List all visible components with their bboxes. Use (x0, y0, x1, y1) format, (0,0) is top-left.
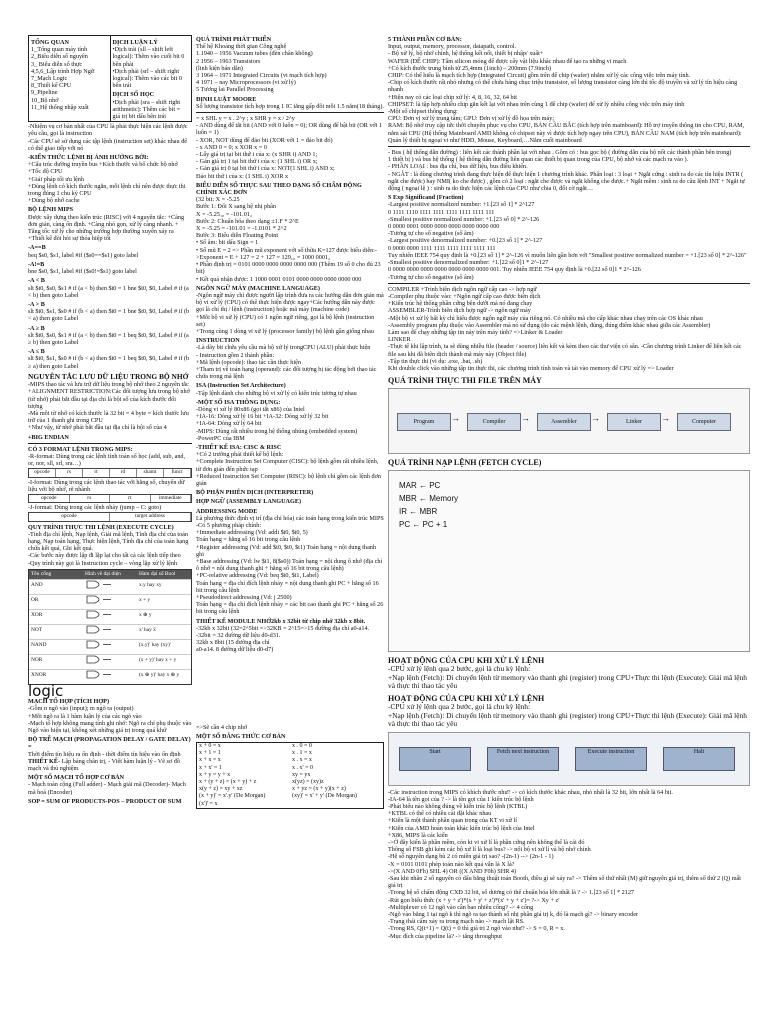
sop-text: SOP = SUM OF PRODUCTS-POS – PRODUCT OF SUM (28, 797, 182, 805)
note-line: -32bit = 32 đường dữ liệu d0-d31. (196, 632, 281, 640)
note-line: +Register addressing (Vd: add $t0, $t0, $t1) Toán hạng = nội dung thanh ghi (196, 543, 376, 558)
qa-line: ->Ở đây kiến là phần mềm, còn kt vi xử lí là phần cứng nên không thể là cái đó (388, 839, 585, 846)
note-line: -32kb x 32bit (32=2^5bit =>32KB = 2^15=>15 đường địa chỉ a0-a14. (196, 624, 370, 632)
index-item: •Dịch phải (srl – shift right logical): Thêm vào các bit 0 bên trái (112, 67, 182, 90)
qa-line: +X86, MIPS là các kiến (388, 831, 448, 839)
format-field: opcode (29, 513, 110, 520)
branch-case-code: slt $t0, $s0, $s1 # if (a < b) then $t0 = 1 beq $t0, $0, Label # if (a ≥ b) then goto Label (28, 331, 189, 346)
note-line: LINKER (388, 336, 411, 344)
logical-shift-title: DỊCH LUẬN LÝ (112, 39, 158, 46)
index-item: 4,5,6_Lập trình Hợp Ngữ (31, 67, 95, 75)
qa-line: -X = 0101 0101 phép toán nào kết quả vẫn là X là? (388, 860, 515, 868)
qa-line: -Hệ số nguyên dạng bù 2 có miền giá trị sao? -(2n-1) --> (2n-1 - 1) (388, 853, 554, 861)
qa-line: -IA-64 là tên gọi của ? -> là tên gọi của 1 kiến trúc bộ lệnh (388, 795, 534, 803)
history-line: 3 1964 – 1971 Integrated Circuits (vi mạch tích hợp) (196, 72, 327, 80)
bool-identity: x(y + z) = xy + xz (199, 786, 243, 793)
instruction-title: INSTRUCTION (196, 337, 240, 345)
gate-row (29, 654, 191, 669)
note-line: +Kiến trúc hệ thống phần cứng bên dưới mà nó đang chạy (388, 300, 533, 308)
index-item: 2_Biểu diễn số nguyên (31, 53, 88, 61)
note-line: ASSEMBLER-Trình biên dịch hợp ngữ -> ngôn ngữ máy (388, 307, 531, 315)
gate-name: OR (31, 597, 39, 604)
branch-case-code: slt $t0, $s0, $s1 # if (a < b) then $t0 = 1 bne $t0, $0, Label # if (a < b) then goto Label (28, 284, 189, 299)
note-line: Đảo bit thứ i của x: (1 SHL i) XOR x (196, 172, 289, 180)
delay-title: ĐỘ TRỄ MẠCH (PROPAGATION DELAY / GATE DELAY) = (28, 736, 191, 751)
process-block: Linker (607, 413, 661, 431)
branch-case-title: -A > B (28, 300, 45, 308)
column-middle (196, 34, 384, 1014)
fetch-step: PC ← PC + 1 (399, 520, 448, 530)
qa-line: Thông số FSB ghi kèm các bộ xử lí là loại bus? -> nối bộ vi xử lí và bộ nhớ chính (388, 846, 591, 854)
float-title: BIỂU DIỄN SỐ THỰC SAU THEO DẠNG SỐ CHẤM ĐỘNG CHÍNH XÁC ĐƠN (196, 181, 362, 197)
i-format-fields (28, 494, 192, 503)
gate-header-cell: Hình vẽ đại diện (85, 570, 121, 577)
gate-bool-expr: (x.y)' hay (xy)' (139, 642, 171, 649)
process-block: Assembler (537, 413, 591, 431)
gate-name: XNOR (31, 672, 47, 679)
note-line: -CPU xử lý lệnh qua 2 bước, gọi là chu kỳ lệnh: (388, 664, 531, 674)
gate-name: NAND (31, 642, 47, 649)
bool-identity: (x + y)' = x'.y' (De Morgan) (199, 793, 266, 800)
note-line: -Tập tin thực thi (vi dụ: .exe, .bat, .sh) (388, 357, 483, 365)
index-box (28, 35, 192, 122)
index-item: 9_Pipeline (31, 89, 58, 97)
note-line: - x AND 0 = 0; x XOR x = 0 (196, 143, 267, 151)
bool-identity: x + 1 = 1 (199, 750, 221, 757)
float-subtitle: (32 bit: X = -5.25 (196, 196, 240, 204)
note-line: +Có 2 trường phái thiết kế bộ lệnh: (196, 451, 284, 459)
history-line: 4 1971 – nay Microprocessors (vi xử lý) (196, 79, 296, 87)
design2-text: Lập bảng chân trị, - Viết hàm luận lý - Vẽ sơ đồ mạch và thủ nghiệm (28, 757, 180, 773)
note-line: +Giải pháp tối ưu lệnh (28, 175, 84, 183)
note-line: - Bus ( hệ thống dẫn đường) : liên kết các thành phần lại với nhau . Gồm có : bus gọc bộ ( đường dẫn của bộ nối các thành phần bên trong) (388, 149, 732, 157)
bool-identity (290, 801, 383, 808)
index-item: 7_Mạch Logic (31, 75, 68, 83)
bool-identity: x + (y + z) = (x + y) + z (199, 779, 257, 786)
note-line: +IA-64: Dòng xử lý 64 bit (196, 420, 262, 428)
qa-line: -Multiplexer có 12 ngõ vào cần bao nhiêu cổng? -> 4 cổng (388, 903, 534, 911)
history-line: 1.1940 – 1956 Vacuum tubes (đèn chân không) (196, 50, 313, 58)
gate-row (29, 624, 191, 639)
note-line: +Mã lệnh (opcode): thao tác cần thực hiện (196, 358, 301, 366)
basic-components-title: 5 THÀNH PHẦN CƠ BẢN: (388, 36, 462, 43)
fetch-title: QUÁ TRÌNH NẠP LỆNH (FETCH CYCLE) (388, 458, 542, 468)
note-line: RAM: Bộ nhớ truy cập tức thời chuyên phục vụ cho CPU, BẢN CẦU BẮC (tích hợp trên mainboard): Hỗ trợ truyền thông tin cho CPU, RAM, nằm sát CPU (Hệ thống Mainboard AMD không có chipset này vì được tích hợp ngay trên CPU), BẢN CẦU NAM (tích hợp trên mainboard): Quản lý thiết bị ngoại vi như HDD, Mouse, Keyboard,…Nằm cuối mainboard (388, 122, 745, 144)
bool-identity: x + x = x (199, 757, 221, 764)
note-line: +Tham trị về toán hạng (operand): các đối tượng bị tác động bởi thao tác chứa trong mã lệnh (196, 365, 377, 381)
format-field: rs (56, 469, 83, 476)
note-line: +Mỗi bộ vi xử lý (CPU) có 1 ngôn ngữ riêng, gọi là bộ lệnh (instruction set) (196, 313, 375, 328)
history-line: 2 1956 – 1963 Transistors (196, 57, 261, 65)
qa-line: -Trong hệ số chấm động CXĐ 32 bit, số dương có thể chuẩn hóa lớn nhất là ? -> 1.[23 số 1] * 2127 (388, 889, 635, 897)
gate-symbol-icon (83, 640, 137, 654)
note-line: +Như vậy, từ nhớ phải bắt đầu tại địa chỉ là bội số của 4 (28, 424, 167, 432)
note-line: -Thực tế khi lập trình, ta sẽ dùng nhiều file (header / source) liên kết và kèm theo các thư viện có sẵn. -Cần chương trình Linker để liên kết các file sau khi đã biên dịch thành mã máy này (Object file) (388, 343, 742, 358)
format-field: opcode (29, 495, 70, 502)
gate-row (29, 579, 191, 594)
gate-bool-expr: x.y hay xy (139, 582, 162, 589)
qa-line: ->(X AND 0Fh) SHL 4) OR ((X AND F0h) SHR 4) (388, 867, 517, 875)
delay-text: Thời điểm tín hiệu ra ổn định - thời điểm tín hiệu vào ổn định (28, 750, 181, 758)
note-line: +Complete Instruction Set Computer (CISC): bộ lệnh gồm rất nhiều lệnh, từ đơn giản đến phức tạp (196, 458, 379, 473)
note-line: +IA-16: Dòng xử lý 16 bit +IA-32: Dòng xử lý 32 bit (196, 413, 329, 421)
format-i-desc: -I-format: Dùng trong các lệnh thao tác với hằng số, chuyển dữ liệu với bộ nhớ, rẽ nhánh (28, 478, 185, 493)
addressing-title: ADDRESSING MODE (196, 507, 258, 515)
formats-title: CÓ 3 FORMAT LỆNH TRONG MIPS: (28, 445, 133, 453)
index-item: •Dịch phải (sra – shift right arithmetic): Thêm các bit = giá trị bit dấu bên trái (112, 98, 181, 121)
instruction-cycle-diagram (388, 732, 750, 786)
history-line: 5 Tương lai Parallel Processing (196, 86, 274, 94)
qa-line: -Sau khi nhân 2 số nguyên có dấu bằng thuật toán Booth, điều gì sẽ xảy ra? -> Thêm số thứ nhất (M) giữ nguyên giá trị, thêm số thứ 2 (Q) mất giá trị (388, 875, 741, 890)
bool-identity: x . x' = 0 (292, 764, 313, 771)
note-line: - Lấy giá trị tại bit thứ i của x: (x SHR i) AND 1; (196, 151, 318, 159)
bool-identity: x(yz) = (xy)z (292, 779, 324, 786)
note-line: +Dùng lệnh có kích thước ngắn, mỗi lệnh chỉ nên được thực thi trong đúng 1 chu kỳ CPU (28, 182, 186, 198)
branch-case-title: -A ≤ B (28, 348, 45, 356)
gate-row (29, 594, 191, 609)
note-line: -CPU xử lý lệnh qua 2 bước, gọi là chu kỳ lệnh: (388, 702, 531, 712)
bool-identity: x + x' = 1 (199, 764, 222, 771)
qa-line: +Kiến là một thành phần quan trọng của KT vi xử lí (388, 817, 517, 825)
note-line: - Gán giá trị 1 tại bit thứ i của x: (1 SHL i) OR x; (196, 158, 318, 166)
qa-line: -Mục đích của pipeline là? -> tăng throughput (388, 932, 502, 940)
history-line: (linh kiện bán dẫn) (196, 64, 243, 72)
qa-line: -Ngõ vào bằng 1 tại ngõ k thì ngõ ra tạo thành số nhị phân giá trị k, đó là mạch gì? -> binary encoder (388, 911, 639, 919)
arrow-right-icon: → (521, 413, 530, 424)
note-line: -Là dãy bit chứa yêu cầu mà bộ xử lý trongCPU (ALU) phải thực hiện (196, 344, 371, 352)
design-title: -KIẾN THỨC LỆNH BỊ ẢNH HƯỞNG BỞI: (28, 154, 149, 162)
note-line: Làm sao để chạy những tập tin này trên máy tính? =>Linker & Loader (388, 328, 563, 336)
note-line: - PHẦN LOẠI : bus địa chỉ, bus dữ liệu, bus điều khiển. (388, 163, 528, 171)
branch-case-code: slt $t0, $s1, $s0 # if (b < a) then $t0 = 1 beq $t0, $0, Label # if (b ≥ a) then goto Label (28, 355, 190, 370)
qa-line: +Kiến của AMD hoàn toàn khác kiến trúc bộ lệnh của Intel (388, 824, 535, 832)
bool-title: MỘT SỐ ĐẲNG THỨC CƠ BẢN (196, 732, 286, 740)
note-line: X = -5.25 = -101.01 = -1.0101 * 2^2 (196, 225, 287, 233)
cycle-block: Execute instruction (575, 747, 647, 771)
index-left (29, 36, 110, 121)
note-line: -MIPS: Dùng rất nhiều trong hệ thống nhúng (embedded system) (196, 427, 358, 435)
note-line: 0 0000 0000 1111 1111 1111 1111 1111 111 (388, 244, 496, 252)
branch-case-code: slt $t0, $s1, $s0 # if (b < a) then $t0 = 1 bne $t0, $0, Label # if (b < a) then goto Label (28, 308, 190, 323)
comb-title: MẠCH TỔ HỢP (TÍCH HỢP) (28, 698, 110, 706)
process-title: QUÁ TRÌNH THỰC THI FILE TRÊN MÁY (388, 376, 542, 386)
note-line: Toán hạng = hằng số 16 bit trong câu lệnh (196, 536, 301, 544)
bool-identity: (xy)' = x' + y' (De Morgan) (292, 793, 357, 800)
gate-symbol-icon (83, 670, 137, 684)
moore-title: ĐỊNH LUẬT MOORE (196, 95, 257, 103)
branch-case-code: beq $s0, $s1, label #if ($s0==$s1) goto label (28, 251, 139, 259)
history-title: QUÁ TRÌNH PHÁT TRIỂN (196, 36, 272, 43)
isa-text: -Tập lệnh dành cho những bộ vi xử lý có kiến trúc tương tự nhau (196, 389, 357, 397)
note-line: 0 1111 1110 1111 1111 1111 1111 1111 111 (388, 208, 495, 216)
index-item: 10_Bộ nhớ (31, 96, 59, 104)
basic-circuits-text: - Mạch toàn cộng (Full adder) - Mạch giải mã (Decoder)- Mạch mã hoá (Encoder) (28, 781, 186, 796)
note-line: -Ngôn ngữ máy chỉ được người lập trình đưa ra các hướng dẫn đơn giản mà bộ vi xử lý (CPU) có thể thực hiện được ngay+Các hướng dẫn này được gọi là chỉ thị / lệnh (instruction) hoặc mã máy (machine code) (196, 291, 384, 314)
gate-bool-expr: x' hay x̄ (139, 627, 156, 634)
compile-process-diagram (388, 388, 750, 454)
note-line: +Cấu trúc đường truyền bus +Kích thước và bố chức bộ nhớ +Tốc độ CPU (28, 161, 178, 176)
big-endian: +BIG ENDIAN (28, 433, 69, 441)
note-line: Toán hạng = địa chỉ đích lệnh nhảy = các bit cao thanh ghi PC + hằng số 26 bit trong câu lệnh (196, 601, 384, 616)
gate-name: NOT (31, 627, 43, 634)
format-field: immediate (151, 495, 192, 502)
logic-gate-table (28, 569, 192, 685)
note-line: Input, output, memory, processor, datapath, control. (388, 43, 517, 51)
note-line: -MIPS thao tác và lưu trữ dữ liệu trong bộ nhớ theo 2 nguyên tắc (28, 381, 189, 389)
note-line: • Số mũ E = 2 => Phần mũ exponent với số thừa K=127 được biểu diễn:->Exponent = E + 127 = 2 + 127 = 129₁₀ = 1000 0001₂ (196, 246, 377, 261)
format-field: funct (164, 469, 191, 476)
gate-symbol-icon (83, 655, 137, 669)
index-item: 3_ Biểu diễn số thực (31, 60, 83, 68)
note-line: Tuy nhiên IEEE 754 quy định là +0.[23 số 1] * 2^-126 vì muốn liên gần hơn với "Smallest positive normalized number = +1.[23 số 0] * 2^-126" (388, 251, 747, 259)
note-line: -Dòng vi xử lý 80x86 (gọi tắt x86) của Intel (196, 405, 305, 413)
note-line: +Trong cùng 1 dòng vi xử lý (processor family) bộ lệnh gần giống nhau (196, 327, 374, 335)
qa-line: +KTBL có thể có nhiều cài đặt khác nhau (388, 810, 492, 818)
index-item: 8_Thiết kế CPU (31, 82, 72, 90)
r-format-fields (28, 468, 192, 477)
gate-name: XOR (31, 612, 43, 619)
index-right (110, 36, 192, 121)
note-line: -Nhiệm vụ cơ bản nhất của CPU là phải thực hiện các lệnh được yêu cầu, gọi là instruction (28, 123, 188, 138)
arith-shift-title: DỊCH SỐ HỌC (112, 91, 155, 99)
process-block: Computer (677, 413, 731, 431)
gate-header-cell: Tên cổng (31, 570, 52, 577)
note-line: +ALIGNMENT RESTRICTION:Các đối tượng lưu trong bộ nhớ (từ nhớ) phải bắt đầu tại địa chỉ là bội số của kích thước đối tượng (28, 388, 190, 410)
gate-bool-expr: x + y (139, 597, 151, 604)
note-line: 0 0000 0001 0000 0000 0000 0000 0000 000 (388, 223, 500, 231)
gate-symbol-icon (83, 580, 137, 594)
fetch-cycle-diagram (388, 470, 750, 652)
note-line: - Bộ xử lý, bộ nhớ chính, hệ thống kết nối, thiết bị nhập/ xuất+ (388, 50, 544, 58)
index-item: 11_Hệ thống nhập xuất (31, 103, 89, 111)
note-line: Toán hạng = địa chỉ đích lệnh nhảy = nội dung thanh ghi PC + hằng số 16 bit trong câu lệnh (196, 579, 379, 594)
machine-lang-title: NGÔN NGỮ MÁY (MACHINE LANGUAGE) (196, 284, 320, 292)
qa-line: -Phát biểu nào không đúng về kiến trúc bộ lệnh (KTBL) (388, 802, 528, 810)
bool-identity: x . 0 = 0 (292, 743, 312, 750)
history-line: Thế hệ Khoảng thời gian Công nghệ (196, 43, 287, 51)
bool-identity: x + yz = (x + y)(x + z) (292, 786, 346, 793)
note-line: CPU: Đơn vị xử lý trung tâm; GPU: Đơn vị xử lý đồ họa trên máy; (388, 115, 555, 123)
arrow-right-icon: → (661, 413, 670, 424)
format-field: opcode (29, 469, 56, 476)
bool-identity: x + y = y + x (199, 771, 231, 778)
note-line: = x SHL y = x . 2^y ; x SHR y = x / 2^y (196, 115, 295, 123)
column-right (388, 34, 750, 1014)
note-line: -Các bước này được lặp đi lặp lại cho tất cả các lệnh tiếp theo (28, 552, 181, 560)
note-line: Bước 2: Chuẩn hóa theo dạng ±1.F * 2^E (196, 217, 299, 225)
bool-identity: xy = yx (292, 771, 311, 778)
cycle-block: Halt (663, 747, 735, 771)
index-item: 1_Tổng quan máy tính (31, 46, 88, 54)
qa-line: -Rút gọn biểu thức (x + y + z')*(x + y' + z')*(x' + y + z')= ?-> Xy + z' (388, 896, 560, 904)
gate-bool-expr: x ⊕ y (139, 612, 152, 619)
note-line: -Smallest positive denormalized number: +1.[22 số 0]1 * 2^-127 (388, 259, 549, 267)
fetch-step: MBR ← Memory (399, 494, 459, 504)
note-line: +Có kích thước trung bình từ 25,4mm (1inch) – 200mm (7.9inch) (388, 64, 551, 72)
interpreter-title: BỘ PHẬN PHIÊN DỊCH (INTERPRETER) (196, 489, 314, 497)
cisc-title: -THIẾT KẾ ISA: CISC & RISC (196, 443, 282, 451)
note-line: - NGẮT : là dùng chương trình đang thực hiện để thực hiện 1 chương trình khác. Phân loại : 3 loại + Ngắt cứng : sinh ra do các tín hiệu INTR ( ngắt che được) hay NMI( ko che được) , gồm có 2 loại : ngắt che được và ngắt không che được.+ Ngắt mềm : sinh ra do câu lệnh INT + Ngắt tự động ( ngoại lệ ) : sinh ra do thực hiện các lệnh của CPU như chia 0, đối cờ ngắt… (388, 170, 745, 193)
format-field: rt (83, 469, 110, 476)
note-line: - Gán giá trị 0 tại bit thứ i của x: NOT(1 SHL i) AND x; (196, 165, 335, 173)
note-line: -Tương tự cho số negative (số âm) (388, 273, 474, 281)
format-field: rs (70, 495, 111, 502)
gate-name: NOR (31, 657, 43, 664)
cpu-title-1: HOẠT ĐỘNG CỦA CPU KHI XỬ LÝ LỆNH (388, 656, 545, 666)
sem-title: S Exp Significand (Fraction) (388, 194, 464, 202)
note-line: -Smallest positive normalized number: +1.[23 số 0] * 2^-126 (388, 215, 540, 223)
basic-circuits-title: MỘT SỐ MẠCH TỔ HỢP CƠ BẢN (28, 774, 125, 782)
note-line: -Mà mỗi từ nhớ có kích thước là 32 bit = 4 byte = kích thước lưu trữ của 1 thanh ghi trong CPU (28, 409, 189, 425)
arrow-right-icon: → (451, 413, 460, 424)
note-line: COMPILER +Trình biên dịch ngôn ngữ cấp cao -> hợp ngữ (388, 285, 537, 293)
branch-case-title: -A!=B (28, 260, 45, 268)
mips-title: BỘ LỆNH MIPS (28, 206, 74, 214)
cycle-block: Start (399, 747, 471, 771)
format-field: target address (110, 513, 191, 520)
note-line: +Pseudodirect addressing (Vd: j 2500) (196, 594, 292, 602)
gate-symbol-icon (83, 610, 137, 624)
note-line: +Dùng bộ nhớ cache (28, 197, 80, 205)
isa-title: ISA (Instruction Set Architecture) (196, 382, 286, 390)
gate-header-cell: Hàm đại số Bool (139, 570, 176, 577)
gate-row (29, 609, 191, 624)
fetch-step: MAR ← PC (399, 481, 441, 491)
note-line: • Số âm: bit dấu Sign = 1 (196, 239, 259, 247)
gate-symbol-icon (83, 625, 137, 639)
note-line: +PC-relative addressing (Vd: beq $t0, $t1, Label) (196, 572, 319, 580)
gate-row (29, 639, 191, 654)
format-r-desc: -R-format: Dùng trong các lệnh tính toán số học (add, sub, and, or, nor, sll, srl, sra…) (28, 452, 186, 468)
note-line: - XOR, NOT dùng để đảo bit (XOR với 1 = đảo bit đó) (196, 136, 333, 144)
note-line: a0-a14. 8 đường dữ liệu d0-d7) (196, 646, 274, 654)
note-line: +Thiết kế đòi hỏi sự thỏa hiệp tốt (28, 235, 111, 243)
format-field: rd (110, 469, 137, 476)
note-line: Khi double click vào những tập tin thực thi, các chương trình tính toán và tải vào memory để CPU xử lý => Loader (388, 364, 674, 372)
qa-line: -Trong RS, Q(t+1) = Q(t) = 0 thì giá trị 2 ngõ vào như? -> S = 0, R = x. (388, 925, 565, 933)
note-line: +Hiện nay có các loại chip xử lý: 4, 8, 16, 32, 64 bit (388, 93, 518, 101)
bool-identity: x . x = x (292, 757, 312, 764)
note-line: -Chip có kích thước rất nhỏ nhưng có thể chứa hàng chục triệu transistor, số lượng transistor càng lớn thì tốc độ truyền và xử lý tín hiệu càng nhanh (388, 79, 738, 94)
note-line: - Instruction gồm 2 thành phần: (196, 351, 275, 359)
branch-case-title: -A < B (28, 277, 45, 285)
note-line: +Nạp lệnh (Fetch): Di chuyển lệnh từ memory vào thanh ghi (register) trong CPU+Thực thi lệnh (Execute): Giải mã lệnh và thực thi thao tác yêu (388, 710, 747, 729)
note-line: WAFER (ĐẾ CHIP): Tấm silicon mỏng để được cấy vật liệu khác nhau để tạo ra những vi mạch (388, 57, 627, 65)
isas-title: -MỘT SỐ ISA THÔNG DỤNG: (196, 398, 281, 406)
note-line: -Assembly program phụ thuộc vào Assembler mà nó sử dụng (do các mệnh lệnh, đúng, đúng điểm khác nhau giữa các Assembler) (388, 321, 711, 329)
chip-note: =>Sẽ cần 4 chip nhớ (196, 723, 248, 731)
note-line: • Kết quả nhận được: 1 1000 0001 0101 0000 0000 0000 0000 000 (196, 275, 362, 283)
gate-bool-expr: (x ⊕ y)' hay x ⊕ y (139, 672, 180, 679)
note-line: -Có 5 phương pháp chính: (196, 522, 262, 529)
cycle-title: QUY TRÌNH THỰC THI LỆNH (EXECUTE CYCLE) (28, 523, 174, 531)
note-line: -Largest positive normalized number: +1.[23 số 1] * 2^127 (388, 201, 535, 209)
index-left-title: TỔNG QUAN (31, 39, 69, 46)
format-j-desc: -J-format: Dùng trong các lệnh nhảy (jump – C: goto) (28, 504, 162, 512)
branch-case-title: -A ≥ B (28, 324, 45, 332)
note-line: 1 thiết bị ) và bus hệ thống ( hệ thống dẫn đường liên quan các thiết bị quan trong của CPU, bộ nhớ và các mạch ra vào ). (388, 156, 689, 164)
note-line: +Reduced Instruction Set Computer (RISC): bộ lệnh chỉ gồm các lệnh đơn giản (196, 472, 381, 487)
format-field: shamt (137, 469, 164, 476)
note-line: -Gồm n ngõ vào (input); m ngõ ra (output) (28, 705, 134, 713)
note-line: -Largest positive denormalized number: +0.[23 số 1] * 2^-127 (388, 237, 543, 245)
note-line: Bước 1: Đổi X sang hệ nhị phân (196, 203, 277, 211)
branch-case-title: -A==B (28, 244, 46, 252)
process-block: Compiler (467, 413, 521, 431)
note-line: -Các CPU sẽ sử dụng các tập lệnh (instruction set) khác nhau để có thể giao tiếp với nó (28, 137, 188, 152)
note-line: +Mỗi ngõ ra là 1 hàm luận lý của các ngõ vào (28, 712, 142, 720)
cpu-title-2: HOẠT ĐỘNG CỦA CPU KHI XỬ LÝ LỆNH (388, 694, 545, 704)
module-title: THIẾT KẾ MODULE NHỚ2kb x 32bit từ chip nhớ 32kb x 8bit. (196, 617, 366, 625)
note-line: -Compiler phụ thuộc vào: +Ngôn ngữ cấp cao được biên dịch (388, 292, 541, 300)
note-line: - AND dùng để tắt bit (AND với 0 luôn = 0); OR dùng để bật bit (OR với 1 luôn = 1) (196, 122, 383, 137)
arrow-right-icon: → (591, 413, 600, 424)
note-line: -Quy trình này gọi là Instruction cycle – vòng lặp xử lý lệnh (28, 559, 178, 567)
column-left (28, 34, 192, 1014)
note-line: +Base addressing (Vd: lw $t1, 8($s0)) Toán hạng = nội dung ô nhớ (địa chỉ ô nhớ = nội dung thanh ghi + hằng số 16 bit trong câu lệnh) (196, 558, 383, 573)
qa-line: -Trạng thái cấm xảy ra trong mạch nào -> mạch lật RS. (388, 918, 525, 926)
fetch-step: IR ← MBR (399, 507, 438, 517)
note-line: CHIPSET: là tập hợp nhiều chip gắn kết lại với nhau trên cùng 1 đế chip (wafer) để xử lý nhiều công việc trên máy tính (388, 100, 685, 108)
gate-bool-expr: (x + y)' hay x + y (139, 657, 177, 664)
note-line: Bước 3: Biểu diễn Floating Point (196, 232, 279, 240)
cycle-block: Fetch next instruction (487, 747, 559, 771)
note-line: -Tương tự cho số negative (số âm) (388, 230, 474, 238)
note-line: -Tính địa chỉ lệnh, Nạp lệnh, Giải mã lệnh, Tính địa chỉ của toán hạng, Nạp toán hạng, Thực hiện lệnh, Tính địa chỉ của toán hạng chứa kết quả, Ghi kết quả. (28, 530, 189, 553)
store-title: NGUYÊN TẮC LƯU DỮ LIỆU TRONG BỘ NHỚ (28, 371, 189, 381)
note-line: • Phần định trị = 0101 0000 0000 0000 0000 000 (Thêm 19 số 0 cho đủ 23 bit) (196, 261, 381, 276)
note-line: -PowerPC của IBM (196, 434, 245, 442)
note-line: +Nạp lệnh (Fetch): Di chuyển lệnh từ memory vào thanh ghi (register) trong CPU+Thực thi lệnh (Execute): Giải mã lệnh và thực thi thao tác yêu (388, 672, 747, 690)
note-line: -Một số chipset thông dụng: (388, 108, 458, 116)
process-block: Program (397, 413, 451, 431)
note-line: 0 0000 0000 0000 0000 0000 0000 0000 001. Tuy nhiên IEEE 754 quy định là +0.[22 số 0]1 * 2^-126 (388, 266, 641, 274)
bool-identity: (x')' = x (199, 800, 218, 807)
gate-symbol-icon (83, 595, 137, 609)
note-line: 32kb x 8bit (15 đường địa chỉ (196, 639, 270, 647)
index-item: •Dịch trái (sll – shift left logical): Thêm vào cuối bit 0 bên phải (112, 46, 185, 68)
j-format-fields (28, 512, 192, 521)
assembly-title: HỢP NGỮ (ASSEMBLY LANGUAGE) (196, 498, 302, 506)
format-field: rt (110, 495, 151, 502)
note-line: Được xây dựng theo kiến trúc (RISC) với 4 nguyên tắc: +Càng đơn giản, càng ổn định. +Càng nhỏ gọn, xử lý càng nhanh. + Tăng tốc xử lý cho những trường hợp thường xuyên xảy ra (28, 213, 185, 236)
logic-heading: logic (28, 682, 64, 701)
note-line: CHIP: Có thể hiểu là mạch tích hợp (Integrated Circuit) gồm trên đế chip (wafer) nhằm xử lý các công việc trên máy tính. (388, 72, 691, 80)
bool-identities (196, 742, 384, 809)
design2-title: THIẾT KẾ- (28, 757, 61, 765)
qa-line: -Các instruction trong MIPS có khích thước như? -> có kích thước khác nhau, nhỏ nhất là 32 bit, lớn nhất là 64 bit. (388, 788, 673, 796)
note-line: +Immediate addressing (Vd: addi $t0, $t0, 5) (196, 529, 308, 537)
note-line: -Một bộ vi xử lý bất kỳ chỉ hiểu được ngôn ngữ máy của riêng nó. Có nhiều mã cho cấp khác nhau chạy trên các OS khác nhau (388, 314, 703, 322)
gate-name: AND (31, 582, 43, 589)
note-line: Là phương thức định vị trí (địa chỉ hóa) các toán hạng trong kiến trúc MIPS (196, 514, 384, 522)
bool-identity: x + 0 = x (199, 743, 221, 750)
moore-text: Số lượng transistor tích hợp trong 1 IC tăng gấp đôi mỗi 1.5 năm(18 tháng). (196, 102, 384, 110)
note-line: -Mạch tổ hợp không mang tính ghi nhớ: Ngõ ra chỉ phụ thuộc vào Ngõ vào hiện tại, không xét những giá trị trong quá khứ (28, 719, 192, 735)
branch-case-code: bne $s0, $s1, label #if ($s0!=$s1) goto label (28, 268, 137, 276)
bool-identity: x . 1 = x (292, 750, 312, 757)
note-line: X = -5.25₁₀ = -101.01₂ (196, 210, 253, 218)
